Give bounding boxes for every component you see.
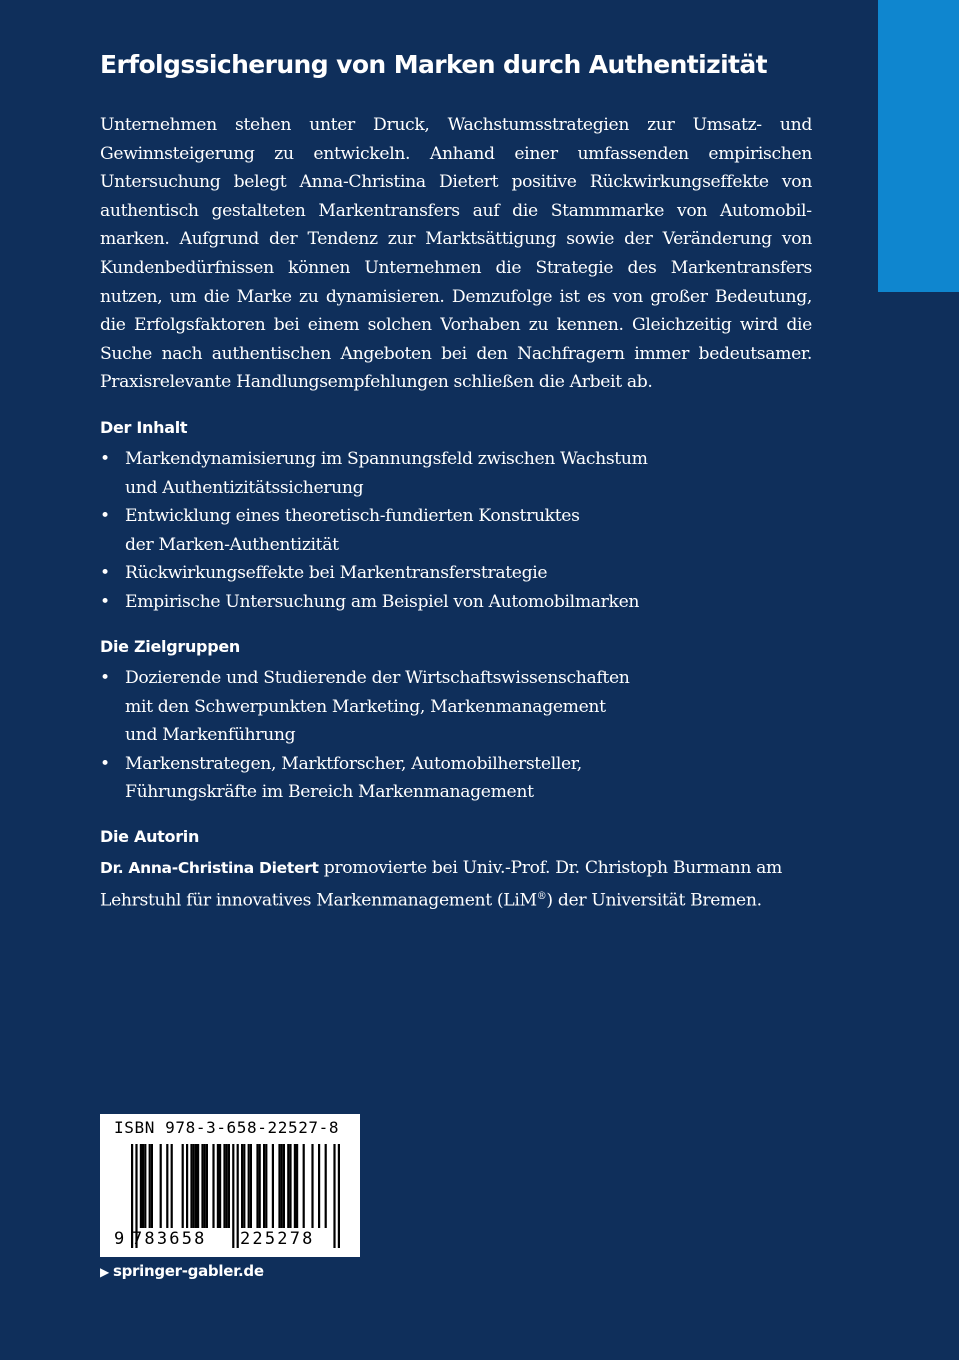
author-name: Dr. Anna-Christina Dietert bbox=[100, 859, 319, 877]
book-title: Erfolgssicherung von Marken durch Authentizität bbox=[100, 50, 768, 79]
barcode-bar bbox=[256, 1144, 258, 1228]
list-item bbox=[100, 445, 750, 502]
barcode-bar bbox=[204, 1144, 206, 1228]
barcode-bar bbox=[228, 1144, 230, 1228]
list-item-line: mit den Schwerpunkten Marketing, Markenmanagement bbox=[125, 696, 606, 717]
list-item-line: Dozierende und Studierende der Wirtschaftswissenschaften bbox=[125, 668, 630, 688]
registered-mark: ® bbox=[536, 890, 547, 902]
section-heading-inhalt: Der Inhalt bbox=[100, 418, 188, 437]
list-item-line: Führungskräfte im Bereich Markenmanagement bbox=[125, 782, 534, 803]
barcode-bar bbox=[217, 1144, 219, 1228]
barcode-bar bbox=[237, 1144, 239, 1248]
barcode-bar bbox=[281, 1144, 283, 1228]
barcode-bar bbox=[193, 1144, 195, 1228]
barcode-bar bbox=[250, 1144, 252, 1228]
barcode-bar bbox=[197, 1144, 199, 1228]
barcode-bar bbox=[311, 1144, 313, 1228]
barcode-bar bbox=[142, 1144, 144, 1228]
author-text: promovierte bei Univ.-Prof. Dr. Christoph Burmann am Lehrstuhl für innovatives Markenmanagement (LiM bbox=[100, 858, 783, 911]
section-heading-zielgruppen: Die Zielgruppen bbox=[100, 637, 240, 656]
list-item bbox=[100, 664, 750, 750]
barcode-bar bbox=[296, 1144, 298, 1228]
publisher-website[interactable] bbox=[100, 1262, 264, 1280]
list-item bbox=[100, 750, 750, 807]
barcode-bar bbox=[325, 1144, 327, 1228]
barcode-bar bbox=[259, 1144, 261, 1228]
inhalt-list bbox=[100, 445, 750, 617]
author-bio bbox=[100, 854, 812, 915]
barcode-bar bbox=[219, 1144, 221, 1228]
barcode-right-digits: 225278 bbox=[240, 1229, 315, 1249]
barcode-bar bbox=[212, 1144, 214, 1228]
barcode-bar bbox=[186, 1144, 188, 1228]
barcode-bar bbox=[265, 1144, 267, 1228]
zielgruppen-list bbox=[100, 664, 750, 807]
bullet-icon: • bbox=[100, 668, 110, 688]
website-label: springer-gabler.de bbox=[112, 1262, 264, 1280]
bullet-icon: • bbox=[100, 563, 110, 584]
list-item-line: Rückwirkungseffekte bei Markentransferstrategie bbox=[125, 563, 548, 584]
barcode-bar bbox=[226, 1144, 228, 1228]
barcode-bar bbox=[206, 1144, 208, 1228]
list-item-line: der Marken-Authentizität bbox=[125, 534, 339, 555]
isbn-barcode bbox=[100, 1114, 360, 1257]
barcode-bar bbox=[149, 1144, 151, 1228]
list-item-line: Entwicklung eines theoretisch-fundierten Konstruktes bbox=[125, 506, 580, 527]
barcode-bar bbox=[144, 1144, 146, 1228]
barcode-bar bbox=[160, 1144, 162, 1228]
list-item-line: Markendynamisierung im Spannungsfeld zwischen Wachstum bbox=[125, 449, 648, 469]
isbn-label: ISBN 978-3-658-22527-8 bbox=[114, 1118, 340, 1137]
barcode-bar bbox=[151, 1144, 153, 1228]
barcode-bar bbox=[171, 1144, 173, 1228]
barcode-first-digit: 9 bbox=[114, 1229, 125, 1249]
barcode-bar bbox=[287, 1144, 289, 1228]
list-item-line: und Authentizitätssicherung bbox=[125, 477, 364, 498]
author-text-end: ) der Universität Bremen. bbox=[546, 890, 762, 911]
intro-paragraph bbox=[100, 111, 812, 397]
list-item-line: Empirische Untersuchung am Beispiel von Automobilmarken bbox=[125, 591, 640, 612]
barcode-bar bbox=[318, 1144, 320, 1228]
list-item-line: Markenstrategen, Marktforscher, Automobilhersteller, bbox=[125, 753, 582, 774]
barcode-bar bbox=[190, 1144, 192, 1228]
bullet-icon: • bbox=[100, 753, 110, 774]
barcode-bar bbox=[294, 1144, 296, 1228]
barcode-bar bbox=[140, 1144, 142, 1228]
list-item bbox=[100, 502, 750, 559]
triangle-arrow-icon: ▶ bbox=[100, 1265, 109, 1279]
list-item-line: und Markenführung bbox=[125, 725, 296, 746]
barcode-bar bbox=[263, 1144, 265, 1228]
barcode-bar bbox=[195, 1144, 197, 1228]
barcode-bar bbox=[241, 1144, 243, 1228]
barcode-bar bbox=[278, 1144, 280, 1228]
accent-tab bbox=[878, 0, 959, 292]
barcode-bar bbox=[272, 1144, 274, 1228]
list-item bbox=[100, 588, 750, 617]
bullet-icon: • bbox=[100, 591, 110, 612]
barcode-left-digits: 783658 bbox=[132, 1229, 207, 1249]
section-heading-autorin: Die Autorin bbox=[100, 827, 200, 846]
bullet-icon: • bbox=[100, 449, 110, 469]
barcode-bar bbox=[289, 1144, 291, 1228]
barcode-bar bbox=[248, 1144, 250, 1228]
barcode-bar bbox=[243, 1144, 245, 1228]
barcode-bar bbox=[201, 1144, 203, 1228]
barcode-bar bbox=[283, 1144, 285, 1228]
barcode-bar bbox=[166, 1144, 168, 1228]
bullet-icon: • bbox=[100, 506, 110, 527]
intro-text: Unternehmen stehen unter Druck, Wachstumsstrategien zur Umsatz- und Gewinnsteigerung zu entwickeln. Anhand einer umfassenden empirischen Untersuchung belegt Anna-Christina Dietert positive Rückwirkungseffekte von authentisch gestalteten Markentransfers auf die Stammmarke von Automobilmarken. Aufgrund der Tendenz zur Marktsättigung sowie der Veränderung von Kundenbedürfnissen können Unternehmen die Strategie des Markentransfers nutzen, um die Marke zu dynamisieren. Demzufolge ist es von großer Bedeutung, die Erfolgsfaktoren bei einem solchen Vorhaben zu kennen. Gleichzeitig wird die Suche nach authentischen Angeboten bei den Nachfragern immer bedeutsamer. Praxisrelevante Handlungsempfehlungen schließen die Arbeit ab. bbox=[100, 115, 812, 393]
barcode-bar bbox=[232, 1144, 234, 1248]
barcode-bar bbox=[182, 1144, 184, 1228]
barcode-bar bbox=[338, 1144, 340, 1248]
list-item bbox=[100, 559, 750, 588]
barcode-bar bbox=[223, 1144, 225, 1228]
barcode-bar bbox=[303, 1144, 305, 1228]
